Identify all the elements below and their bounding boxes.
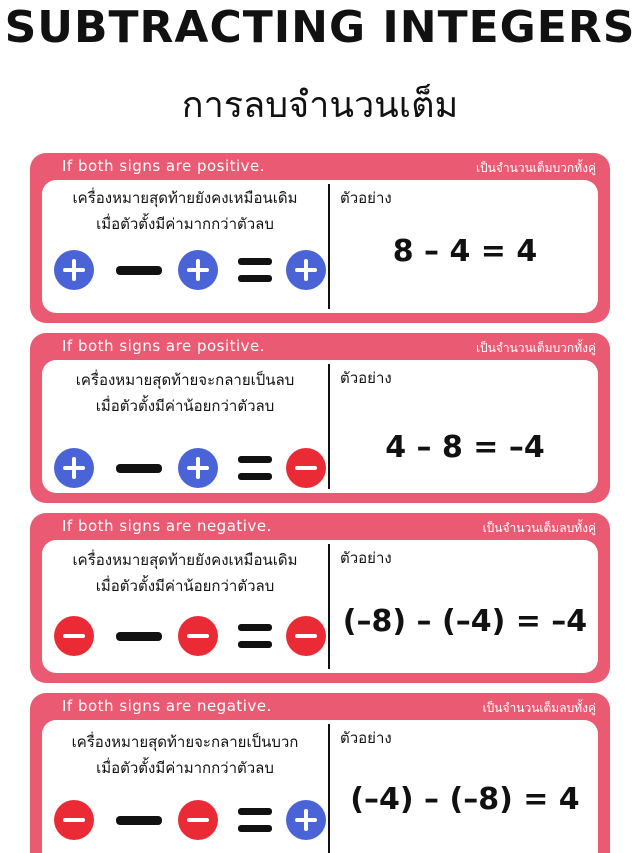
rule-text-line-1: เครื่องหมายสุดท้ายยังคงเหมือนเดิม — [72, 189, 298, 207]
rule-text-line-1: เครื่องหมายสุดท้ายจะกลายเป็นลบ — [75, 371, 295, 389]
rule-text-line-2: เมื่อตัวตั้งมีค่าน้อยกว่าตัวลบ — [95, 577, 275, 595]
equals-operator-icon — [238, 258, 272, 284]
card-body — [42, 360, 598, 493]
plus-icon — [54, 448, 94, 488]
plus-icon — [178, 448, 218, 488]
plus-icon — [286, 800, 326, 840]
page-title: SUBTRACTING INTEGERS — [4, 2, 636, 53]
minus-icon — [178, 616, 218, 656]
card-heading-thai: เป็นจำนวนเต็มลบทั้งคู่ — [482, 521, 596, 535]
minus-icon — [54, 616, 94, 656]
minus-operator-icon — [116, 266, 162, 275]
rule-card-3 — [30, 513, 610, 683]
column-divider — [328, 184, 330, 309]
plus-icon — [54, 250, 94, 290]
column-divider — [328, 364, 330, 489]
column-divider — [328, 724, 330, 853]
rule-text-line-2: เมื่อตัวตั้งมีค่าน้อยกว่าตัวลบ — [95, 397, 275, 415]
minus-operator-icon — [116, 632, 162, 641]
minus-operator-icon — [116, 816, 162, 825]
example-label: ตัวอย่าง — [340, 729, 392, 747]
example-equation: 4 – 8 = –4 — [385, 430, 545, 465]
equals-operator-icon — [238, 624, 272, 650]
card-heading: If both signs are positive. — [62, 157, 266, 175]
rule-card-4 — [30, 693, 610, 853]
minus-icon — [286, 616, 326, 656]
equals-operator-icon — [238, 456, 272, 482]
example-label: ตัวอย่าง — [340, 369, 392, 387]
example-equation: 8 – 4 = 4 — [392, 234, 538, 269]
example-equation: (–4) – (–8) = 4 — [350, 782, 580, 817]
rule-text-line-1: เครื่องหมายสุดท้ายยังคงเหมือนเดิม — [72, 551, 298, 569]
column-divider — [328, 544, 330, 669]
minus-icon — [178, 800, 218, 840]
rule-card-1 — [30, 153, 610, 323]
card-heading: If both signs are negative. — [62, 697, 272, 715]
example-equation: (–8) – (–4) = –4 — [342, 604, 588, 639]
card-heading-thai: เป็นจำนวนเต็มบวกทั้งคู่ — [475, 341, 596, 355]
minus-icon — [286, 448, 326, 488]
minus-operator-icon — [116, 464, 162, 473]
card-heading: If both signs are positive. — [62, 337, 266, 355]
card-body — [42, 180, 598, 313]
card-heading-thai: เป็นจำนวนเต็มลบทั้งคู่ — [482, 701, 596, 715]
card-body — [42, 540, 598, 673]
rule-text-line-2: เมื่อตัวตั้งมีค่ามากกว่าตัวลบ — [96, 215, 274, 233]
example-label: ตัวอย่าง — [340, 189, 392, 207]
plus-icon — [286, 250, 326, 290]
minus-icon — [54, 800, 94, 840]
plus-icon — [178, 250, 218, 290]
card-body — [42, 720, 598, 853]
card-heading-thai: เป็นจำนวนเต็มบวกทั้งคู่ — [475, 161, 596, 175]
rule-text-line-2: เมื่อตัวตั้งมีค่ามากกว่าตัวลบ — [96, 759, 274, 777]
rule-text-line-1: เครื่องหมายสุดท้ายจะกลายเป็นบวก — [71, 733, 299, 751]
rule-card-2 — [30, 333, 610, 503]
example-label: ตัวอย่าง — [340, 549, 392, 567]
card-heading: If both signs are negative. — [62, 517, 272, 535]
equals-operator-icon — [238, 808, 272, 834]
page-subtitle: การลบจำนวนเต็ม — [181, 85, 459, 126]
